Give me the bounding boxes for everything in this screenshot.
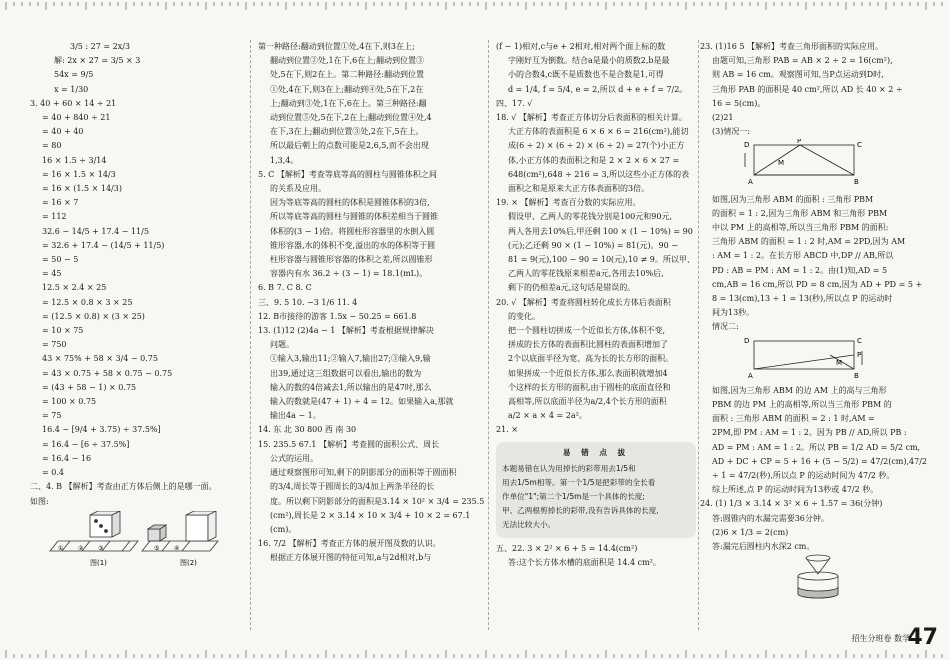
tip-box-lines [502,462,690,532]
text-line: 54x = 9/5 [54,70,94,80]
text-line: 假设甲、乙两人的零花钱分别是100元和90元, [508,212,672,222]
text-line: 1,3,4。 [270,155,299,165]
text-line: 高相等,所以底面半径为a/2,4个长方形的面积 [508,397,667,407]
text-line: 字刚好互为倒数。结合a是最小的质数2,b是最 [508,56,670,66]
figure-1-label: 图(1) [90,558,107,567]
text-line: = 16 × 7 [42,198,79,208]
top-border-ticks [0,0,950,14]
text-line: 32.6 − 14/5 + 17.4 − 11/5 [42,226,149,236]
text-line: 成(6 ÷ 2) × (6 ÷ 2) × (6 ÷ 2) = 27(个)小正方 [508,141,685,151]
column-1 [30,40,248,574]
rectangle-diagram-2 [740,335,870,379]
text-line: 如图: [30,496,49,506]
text-line: 16. 7/2 【解析】考查正方体的展开图及数的认识。 [258,539,441,549]
text-line: (2)21 [712,113,734,123]
text-line: 3/5 : 27 = 2x/3 [70,42,131,51]
text-line: 翻动到位置②处,1在下,6在上;翻动到位置③ [270,56,424,66]
text-line: 出39,通过这三组数据可以看出,输出的数为 [270,368,422,378]
text-line: 输出4a − 1。 [270,411,321,421]
diag2-label-p: P [857,350,862,359]
text-line: (2)6 × 1/3 = 2(cm) [712,527,789,537]
column-4-part-b [700,193,923,335]
diag1-label-p: P [797,139,802,146]
diag1-label-d: D [744,141,750,150]
text-line: 由题可知,三角形 PAB = AB × 2 ÷ 2 = 16(cm²), [712,56,893,66]
text-line: 24. (1) 1/3 × 3.14 × 3² × 6 ÷ 1.57 = 36(分钟) [700,499,883,509]
text-line: 柱形容器与圆锥形容器的体积之差,所以圆锥形 [270,255,433,265]
text-line: = 750 [42,340,67,350]
text-line: 在下,3在上;翻动到位置③处,2在下,5在上。 [270,127,424,137]
text-line: AD + DC + CP = 5 + 16 + (5 − 5/2) = 47/2(cm),47/2 [712,456,928,466]
text-line: 15. 235.5 67.1 【解析】考查圆的面积公式、周长 [258,439,440,449]
text-line: = 40 + 40 [42,127,84,137]
text-line: = 100 × 0.75 [42,397,97,407]
column-3-lines [496,40,696,438]
svg-text:④: ④ [174,544,180,552]
tip-line: 用去1/5m相等。第一个1/5是把彩带的全长看 [502,477,656,487]
diag1-label-a: A [748,178,753,187]
tip-box-title: 易 错 点 拔 [562,447,630,457]
text-line: 43 × 75% + 58 × 3/4 − 0.75 [42,354,158,364]
text-line: 如果拼成一个近似长方体,那么表面积就增加4 [508,368,668,378]
text-line: 16.4 − [9/4 + 3.75) ÷ 37.5%] [42,425,161,435]
svg-text:②: ② [78,544,84,552]
tip-line: 作单位"1";第二个1/5m是一个具体的长度; [502,491,645,501]
text-line: 综上所述,点 P 的运动时间为13秒或 47/2 秒。 [712,485,879,495]
text-line: 3. 40 + 60 × 14 ÷ 21 [30,98,117,108]
text-line: = 16 × (1.5 × 14/3) [42,184,122,194]
column-divider [698,40,699,630]
text-line: 根据正方体展开图的特征可知,a与2d相对,b与 [270,553,432,563]
text-line: 13. (1)12 (2)4a − 1 【解析】考查根据规律解决 [258,326,434,336]
svg-text:⑤: ⑤ [154,544,160,552]
text-line: 16 = 5(cm)。 [712,98,766,108]
text-line: = 112 [42,212,67,222]
column-4 [700,40,928,606]
text-line: 把一个圆柱切拼成一个近似长方体,体积不变, [508,326,666,336]
column-3-tail [496,542,696,570]
text-line: 16 × 1.5 ÷ 3/14 [42,155,107,165]
diag2-label-a: A [748,371,753,379]
text-line: 14. 东 北 30 800 西 南 30 [258,425,357,435]
text-line: 的关系及应用。 [270,184,326,194]
text-line: (cm²),周长是 2 × 3.14 × 10 × 3/4 + 10 × 2 = 67.1 [270,510,471,520]
text-line: = 16.4 − [6 ÷ 37.5%] [42,439,130,449]
text-line: = 32.6 + 17.4 − (14/5 + 11/5) [42,240,165,250]
text-line: = 80 [42,141,62,151]
text-line: 处,5在下,则2在上。第二种路径:翻动到位置 [270,70,424,80]
text-line: (f − 1)相对,c与e + 2相对,相对两个面上标的数 [496,42,666,51]
text-line: 四、17. √ [496,98,533,108]
text-line: 五、22. 3 × 2² × 6 + 5 = 14.4(cm²) [496,543,638,553]
column-divider [488,40,489,630]
diag2-label-m: M [836,358,843,367]
text-line: 5. C 【解析】考查等底等高的圆柱与圆锥体积之间 [258,169,437,179]
text-line: = 45 [42,269,62,279]
column-divider [250,40,251,630]
text-line: 解: 2x × 27 = 3/5 × 3 [54,56,141,66]
text-line: 所以最后朝上的点数可能是2,6,5,而不会出现 [270,141,429,151]
figure-2-label: 图(2) [180,558,197,567]
text-line: 则 AB = 16 cm。观察图可知,当P点运动到D时, [712,70,884,80]
text-line: 如图,因为三角形 ABM 的边 AM 上的高与三角形 [712,385,887,395]
text-line: 答:这个长方体水槽的底面积是 14.4 cm²。 [508,557,661,567]
text-line: 的变化。 [508,311,540,321]
text-line: 情况二: [712,322,739,332]
text-line: 6. B 7. C 8. C [258,283,312,293]
text-line: ①输入3,输出11;②输入7,输出27;③输入9,输 [270,354,431,364]
text-line: 2个以底面半径为宽、高为长的长方形的面积。 [508,354,674,364]
text-line: 个这样的长方形的面积,由于圆柱的底面直径和 [508,382,671,392]
text-line: 648(cm²),648 ÷ 216 = 3,所以这些小正方体的表 [508,169,690,179]
diag2-label-d: D [744,336,750,345]
diag1-label-c: C [857,141,862,150]
svg-text:①: ① [58,544,64,552]
text-line: 输入的数就是(47 + 1) ÷ 4 = 12。如果输入a,那就 [270,397,454,407]
text-line: PBM 的边 PM 上的高相等,所以当三角形 PBM 的 [712,400,892,410]
text-line: (元);乙还剩 90 × (1 − 10%) = 81(元)。90 − [508,240,678,250]
text-line: = 12.5 × 0.8 × 3 × 25 [42,297,133,307]
text-line: 2PM,即 PM : AM = 1 : 2。因为 PB // AD,所以 PB : [712,428,907,438]
page-number: 47 [907,625,938,650]
text-line: x = 1/30 [54,84,89,94]
cube-rolling-figure [30,511,240,569]
rectangle-diagram-1 [740,139,870,187]
text-line: 动到位置⑤处,5在下,2在上;翻动到位置④处,4 [270,113,432,123]
text-line: 18. √ 【解析】考查正方体切分后表面积的相关计算。 [496,113,687,123]
diag2-label-b: B [854,371,859,379]
column-2-lines [258,40,485,566]
text-line: 12. B市接待的游客 1.5x − 50.25 = 661.8 [258,311,417,321]
tip-line: 无法比较大小。 [502,519,556,529]
text-line: a/2 × a × 4 = 2a²。 [508,411,587,421]
text-line: 拼成的长方体的表面积比圆柱的表面积增加了 [508,340,668,350]
text-line: 81 = 9(元),100 − 90 = 10(元),10 ≠ 9。所以甲、 [508,255,695,265]
text-line: 体积的(3 − 1)倍。将圆柱形容器里的水倒入圆 [270,226,435,236]
text-line: 小的合数4,c既不是质数也不是合数是1,可得 [508,70,664,80]
text-line: 问题。 [270,340,294,350]
text-line: 体,小正方体的表面积之和是 2 × 2 × 6 × 27 = [508,155,680,165]
text-line: 答:圆锥内的水漏完需要36分钟。 [712,513,829,523]
text-line: 上;翻动到③处,1在下,6在上。第三种路径:翻 [270,98,427,108]
text-line: 锥形容器,水的体积不变,溢出的水的体积等于圆 [270,240,436,250]
text-line: (cm)。 [270,524,297,534]
text-line: 面积之和是原来大正方体表面积的3倍。 [508,184,650,194]
text-line: 三、9. 5 10. −3 1/6 11. 4 [258,297,358,307]
text-line: = (43 + 58 − 1) × 0.75 [42,382,137,392]
text-line: 间为13秒。 [712,308,755,318]
text-line: 剩下的仍相差a元,这句话是错误的。 [508,283,636,293]
text-line: = 16 × 1.5 × 14/3 [42,169,116,179]
cube-figures [30,511,248,574]
text-line: (3)情况一: [712,127,751,137]
text-line: = (12.5 × 0.8) × (3 × 25) [42,311,145,321]
column-3 [496,40,696,570]
column-4-part-a [700,40,918,139]
column-4-part-c [700,384,928,554]
text-line: = 0.4 [42,468,64,478]
text-line: = 75 [42,411,62,421]
text-line: 21. × [496,425,518,435]
text-line: 三角形 PAB 的面积是 40 cm²,所以 AD 长 40 × 2 ÷ [712,84,903,94]
text-line: 两人各用去10%后,甲还剩 100 × (1 − 10%) = 90 [508,226,693,236]
text-line: = 50 − 5 [42,255,79,265]
diag1-label-m: M [778,159,785,168]
text-line: 通过观察图形可知,剩下的阴影部分的面积等于圆面积 [270,468,457,478]
text-line: 答:漏完后圆柱内水深2 cm。 [712,542,815,552]
text-line: 23. (1)16 5 【解析】考查三角形面积的实际应用。 [700,42,883,51]
text-line: = 43 × 0.75 + 58 × 0.75 − 0.75 [42,368,173,378]
tip-line: 本题易错在认为用掉长的彩带用去1/5和 [502,463,636,473]
text-line: 度。所以剩下阴影部分的面积是3.14 × 10² × 3/4 = 235.5 [270,496,485,506]
text-line: AD = PM : AM = 1 : 2。所以 PB = 1/2 AD = 5/2 cm, [712,442,921,452]
bottom-border-ticks [0,648,950,660]
text-line: PD : AB = PM : AM = 1 : 2。由(1)知,AD = 5 [712,265,888,275]
text-line: 12.5 × 2.4 × 25 [42,283,107,293]
text-line: 的3/4,周长等于圆周长的3/4加上两条半径的长 [270,482,435,492]
text-line: 如图,因为三角形 ABM 的面积 : 三角形 PBM [712,194,874,204]
text-line: 第一种路径:翻动到位置①处,4在下,则3在上; [258,42,415,51]
text-line: 乙两人的零花钱原来相差a元,各用去10%后, [508,269,664,279]
text-line: ①处,4在下,则3在上;翻动到④处,5在下,2在 [270,84,424,94]
diag1-label-b: B [854,178,859,187]
text-line: = 16.4 − 16 [42,453,92,463]
text-line: 19. × 【解析】考查百分数的实际应用。 [496,198,641,208]
text-line: 大正方体的表面积是 6 × 6 × 6 = 216(cm²),能切 [508,127,689,137]
text-line: 中以 PM 上的高相等,所以当三角形 PBM 的面积: [712,223,889,233]
text-line: ÷ 1 = 47/2(秒),所以点 P 的运动时间为 47/2 秒。 [712,471,895,481]
text-line: 的面积 = 1 : 2,因为三角形 ABM 和三角形 PBM [712,208,888,218]
text-line: 所以等底等高的圆柱与圆锥的体积差相当于圆锥 [270,212,438,222]
text-line: 输入的数的4倍减去1,所以输出的是47时,那么 [270,382,432,392]
text-line: 因为等底等高的圆柱的体积是圆锥体积的3倍, [270,198,430,208]
cylinder-cone-figure [788,554,848,600]
text-line: = 40 + 840 ÷ 21 [42,113,111,123]
text-line: cm,AB = 16 cm,所以 PD = 8 cm,因为 AD + PD = 5 + [712,279,923,289]
text-line: : AM = 1 : 2。在长方形 ABCD 中,DP // AB,所以 [712,251,894,261]
svg-text:③: ③ [98,544,104,552]
tip-line: 甲、乙两根剪掉长的彩带,没有告诉具体的长度, [502,505,659,515]
text-line: 面积 : 三角形 ABM 的面积 = 2 : 1 时,AM = [712,414,875,424]
text-line: 容器内有水 36.2 ÷ (3 − 1) = 18.1(mL)。 [270,269,428,279]
footer-label: 招生分班卷 数学 [851,634,910,643]
diag2-label-c: C [857,336,862,345]
text-line: = 10 × 75 [42,326,84,336]
text-line: 20. √ 【解析】考查将圆柱转化成长方体后表面积 [496,297,671,307]
tip-box [496,442,696,538]
text-line: 8 = 13(cm),13 ÷ 1 = 13(秒),所以点 P 的运动时 [712,294,893,304]
text-line: 公式的运用。 [270,453,318,463]
column-2 [258,40,485,566]
text-line: d = 1/4, f = 5/4, e = 2,所以 d + e + f = 7/2。 [508,84,688,94]
column-1-lines [30,40,248,509]
text-line: 二、4. B 【解析】考查由正方体后侧上的是哪一面。 [30,482,217,492]
text-line: 三角形 ABM 的面积 = 1 : 2 时,AM = 2PD,因为 AM [712,237,906,247]
